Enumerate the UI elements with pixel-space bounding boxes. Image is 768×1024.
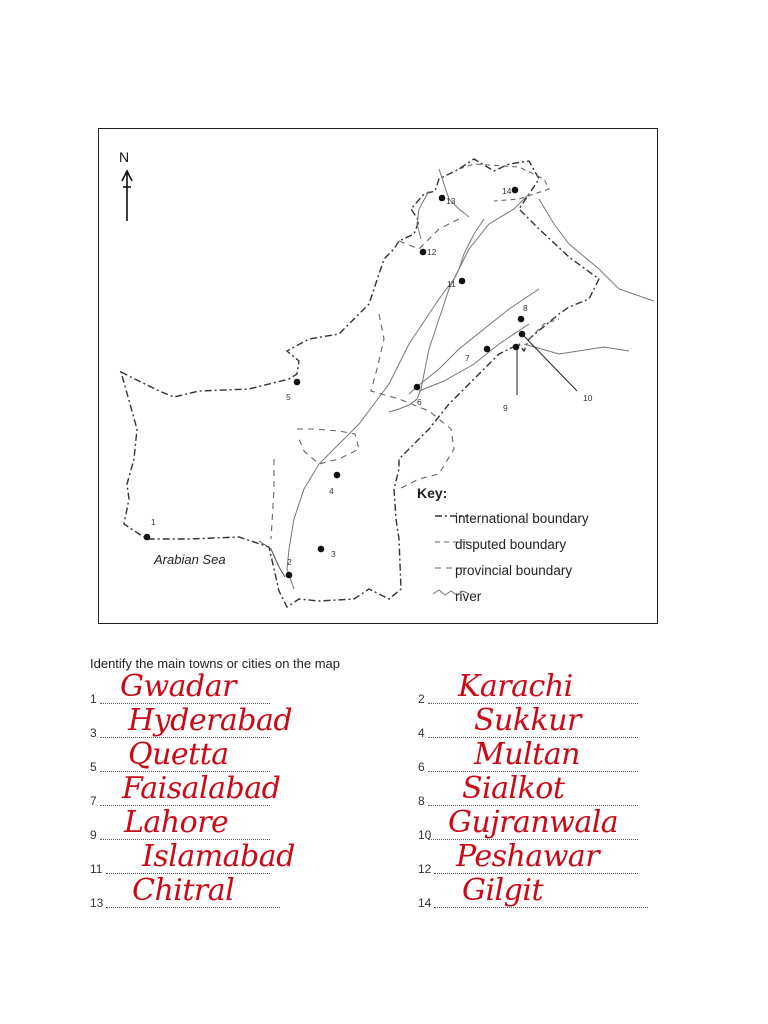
- answer-number: 3: [90, 726, 97, 740]
- handwritten-answer: Karachi: [458, 669, 573, 704]
- point-label: 10: [583, 393, 593, 403]
- city-point-3: [318, 546, 325, 553]
- point-label: 8: [523, 303, 528, 313]
- key-row-river: [417, 583, 589, 609]
- key-label: disputed boundary: [455, 536, 567, 552]
- city-point-12: [420, 249, 427, 256]
- handwritten-answer: Gilgit: [462, 873, 544, 908]
- key-row-disputed: [417, 531, 589, 557]
- city-point-5: [294, 379, 301, 386]
- answer-number: 11: [90, 862, 103, 876]
- point-label: 5: [286, 392, 291, 402]
- answer-row: [90, 771, 281, 808]
- city-point-11: [459, 278, 466, 285]
- answer-number: 13: [90, 896, 104, 910]
- key-label: provincial boundary: [455, 562, 573, 578]
- answer-number: 14: [418, 896, 432, 910]
- city-point-2: [286, 572, 293, 579]
- point-label: 6: [417, 397, 422, 407]
- leader-line-10: [522, 334, 577, 391]
- sea-label: Arabian Sea: [154, 552, 226, 567]
- answer-row: [90, 805, 280, 842]
- handwritten-answer: Sukkur: [474, 703, 581, 738]
- answer-row: [90, 839, 295, 876]
- city-point-9b: [513, 344, 520, 351]
- city-point-1: [144, 534, 151, 541]
- handwritten-answer: Quetta: [128, 737, 229, 772]
- answer-number: 6: [418, 760, 425, 774]
- city-point-14: [512, 187, 519, 194]
- answer-number: 12: [418, 862, 432, 876]
- answer-row: [418, 771, 648, 808]
- map-frame: [98, 128, 658, 624]
- answer-number: 1: [90, 692, 97, 706]
- key-row-international: [417, 505, 589, 531]
- answer-row: [90, 873, 280, 910]
- instruction-text: Identify the main towns or cities on the map: [90, 656, 341, 671]
- city-point-4: [334, 472, 341, 479]
- point-label: 2: [287, 557, 292, 567]
- answer-number: 7: [90, 794, 97, 808]
- handwritten-answer: Gujranwala: [448, 805, 619, 840]
- city-point-8: [518, 316, 525, 323]
- answer-row: [418, 703, 648, 740]
- answer-row: [90, 669, 280, 706]
- key-label: international boundary: [455, 510, 589, 526]
- answer-row: [418, 737, 648, 774]
- answer-number: 5: [90, 760, 97, 774]
- handwritten-answer: Peshawar: [456, 839, 600, 874]
- point-label: 12: [427, 247, 437, 257]
- answer-number: 2: [418, 692, 425, 706]
- handwritten-answer: Sialkot: [462, 771, 565, 806]
- handwritten-answer: Faisalabad: [122, 771, 281, 806]
- answer-number: 9: [90, 828, 97, 842]
- answer-row: [90, 703, 293, 740]
- answer-row: [418, 873, 648, 910]
- handwritten-answer: Chitral: [132, 873, 235, 908]
- key-title: Key:: [417, 485, 448, 501]
- key-row-provincial: [417, 557, 589, 583]
- city-point-7: [484, 346, 491, 353]
- answer-row: [418, 669, 648, 706]
- point-label: 9: [503, 403, 508, 413]
- city-point-13: [439, 195, 446, 202]
- key-label: river: [455, 588, 482, 604]
- handwritten-answer: Hyderabad: [128, 703, 293, 738]
- point-label: 13: [446, 196, 456, 206]
- handwritten-answer: Multan: [474, 737, 580, 772]
- map-key: [417, 485, 589, 609]
- answer-row: [418, 805, 648, 842]
- city-point-6: [414, 384, 421, 391]
- handwritten-answer: Lahore: [124, 805, 229, 840]
- point-label: 4: [329, 486, 334, 496]
- answer-row: [418, 839, 648, 876]
- point-label: 3: [331, 549, 336, 559]
- handwritten-answer: Gwadar: [120, 669, 236, 704]
- point-label: 7: [465, 353, 470, 363]
- north-indicator: [117, 149, 135, 225]
- point-label: 14: [502, 186, 512, 196]
- answer-number: 4: [418, 726, 425, 740]
- point-label: 11: [447, 279, 456, 289]
- answer-row: [90, 737, 280, 774]
- handwritten-answer: Islamabad: [142, 839, 295, 874]
- answer-number: 8: [418, 794, 425, 808]
- north-label: N: [119, 149, 130, 165]
- answer-number: 10: [418, 828, 432, 842]
- point-label: 1: [151, 517, 156, 527]
